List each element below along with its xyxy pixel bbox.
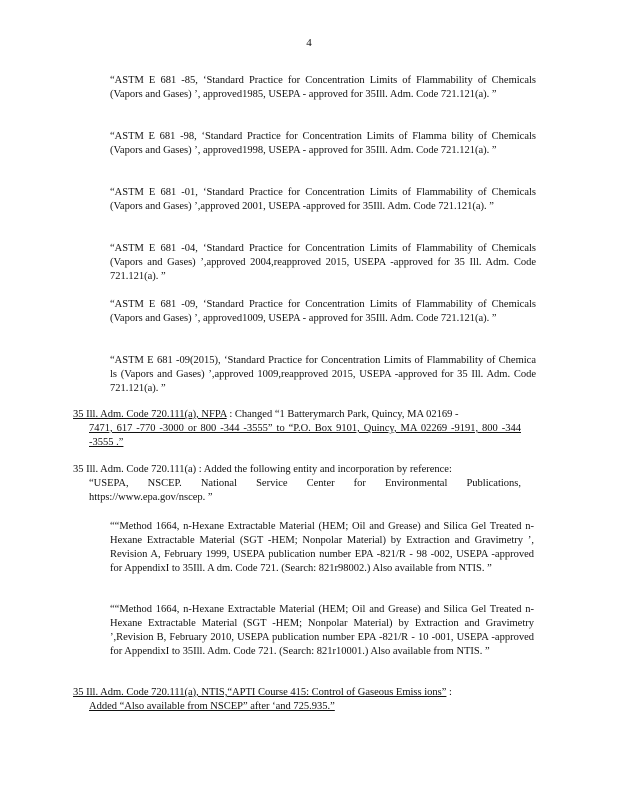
entry-nscep [73, 463, 521, 505]
entry-apti-heading: 35 Ill. Adm. Code 720.111(a), NTIS,“APTI Course 415: Control of Gaseous Emiss ions” [73, 687, 447, 698]
entry-nfpa [73, 408, 521, 450]
entry-apti [73, 686, 521, 714]
entry-nfpa-line1: : Changed “1 Batterymarch Park, Quincy, MA 02169 - [226, 409, 459, 420]
quote-astm-2009-2015: “ASTM E 681 -09(2015), ‘Standard Practice for Concentration Limits of Flammability of Chemica ls (Vapors and Gases) ’,approved 1009,reapproved 2015, USEPA -approved for 35 Ill. Adm. Code 721.121(a). ” [110, 355, 536, 394]
quote-astm-2001: “ASTM E 681 -01, ‘Standard Practice for Concentration Limits of Flammability of Chemicals (Vapors and Gases) ’,approved 2001, USEPA -approved for 35Ill. Adm. Code 721.121(a). ” [110, 187, 536, 212]
quote-astm-2009: “ASTM E 681 -09, ‘Standard Practice for Concentration Limits of Flammability of Chemicals (Vapors and Gases) ’, approved1009, USEPA - approved for 35Ill. Adm. Code 721.121(a). ” [110, 299, 536, 324]
quote-astm-1998: “ASTM E 681 -98, ‘Standard Practice for Concentration Limits of Flamma bility of Chemicals (Vapors and Gases) ’, approved1998, USEPA - approved for 35Ill. Adm. Code 721.121(a). ” [110, 131, 536, 156]
entry-apti-continuation: Added “Also available from NSCEP” after ‘and 725.935.” [89, 701, 335, 712]
entry-nfpa-heading: 35 Ill. Adm. Code 720.111(a), NFPA [73, 409, 227, 420]
entry-nscep-continuation: “USEPA, NSCEP. National Service Center for Environmental Publications, https://www.epa.gov/nscep. ” [89, 478, 521, 503]
quote-method-1664-b: ““Method 1664, n-Hexane Extractable Material (HEM; Oil and Grease) and Silica Gel Treated n-Hexane Extractable Material (SGT -HEM; Nonpolar Material) by Extraction and Gravimetry ’,Revision B, February 2010, USEPA publication number EPA -821/R - 10 -001, USEPA -approved for AppendixI to 35Ill. Adm. Code 721. (Search: 821r10001.) Also available from NTIS. ” [110, 604, 534, 657]
quote-astm-2004: “ASTM E 681 -04, ‘Standard Practice for Concentration Limits of Flammability of Chemicals (Vapors and Gases) ’,approved 2004,reapproved 2015, USEPA -approved for 35 Ill. Adm. Code 721.121(a). ” [110, 243, 536, 282]
entry-nfpa-continuation: 7471, 617 -770 -3000 or 800 -344 -3555” to “P.O. Box 9101, Quincy, MA 02269 -9191, 800 -344 -3555 .” [89, 423, 521, 448]
entry-apti-line1: : [446, 687, 452, 698]
quote-method-1664-a: ““Method 1664, n-Hexane Extractable Material (HEM; Oil and Grease) and Silica Gel Treated n-Hexane Extractable Material (SGT -HEM; Nonpolar Material) by Extraction and Gravimetry ’, Revision A, February 1999, USEPA publication number EPA -821/R - 98 -002, USEPA -approved for AppendixI to 35Ill. A dm. Code 721. (Search: 821r98002.) Also available from NTIS. ” [110, 521, 534, 574]
page-number: 4 [306, 37, 312, 49]
entry-nscep-line1: 35 Ill. Adm. Code 720.111(a) : Added the following entity and incorporation by reference: [73, 464, 452, 475]
quote-astm-1985: “ASTM E 681 -85, ‘Standard Practice for Concentration Limits of Flammability of Chemicals (Vapors and Gases) ’, approved1985, USEPA - approved for 35Ill. Adm. Code 721.121(a). ” [110, 75, 536, 100]
